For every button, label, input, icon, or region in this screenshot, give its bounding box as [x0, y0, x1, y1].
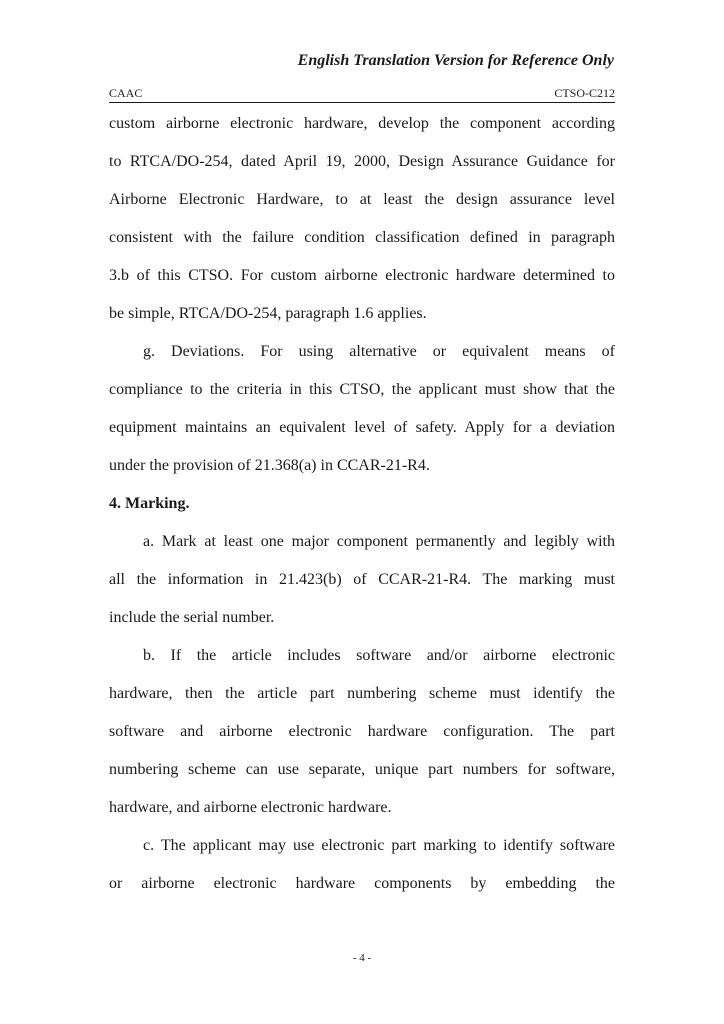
text-line: g. Deviations. For using alternative or equivalent means of [143, 343, 615, 360]
text-line: compliance to the criteria in this CTSO, the applicant must show that the [109, 381, 615, 398]
text-line: hardware, and airborne electronic hardware. [109, 799, 392, 816]
page-header [109, 86, 615, 103]
section-heading: 4. Marking. [109, 495, 190, 512]
text-line: include the serial number. [109, 609, 275, 626]
header-organization: CAAC [109, 86, 143, 100]
text-line: a. Mark at least one major component permanently and legibly with [143, 533, 615, 550]
text-line: consistent with the failure condition classification defined in paragraph [109, 229, 615, 246]
text-line: 3.b of this CTSO. For custom airborne electronic hardware determined to [109, 267, 615, 284]
text-line: equipment maintains an equivalent level of safety. Apply for a deviation [109, 419, 615, 436]
text-line: custom airborne electronic hardware, develop the component according [109, 115, 615, 132]
text-line: all the information in 21.423(b) of CCAR-21-R4. The marking must [109, 571, 615, 588]
text-line: be simple, RTCA/DO-254, paragraph 1.6 applies. [109, 305, 427, 322]
text-line: to RTCA/DO-254, dated April 19, 2000, Design Assurance Guidance for [109, 153, 615, 170]
body-text [109, 105, 615, 903]
text-line: Airborne Electronic Hardware, to at least the design assurance level [109, 191, 615, 208]
text-line: or airborne electronic hardware components by embedding the [109, 875, 615, 892]
text-line: numbering scheme can use separate, unique part numbers for software, [109, 761, 615, 778]
text-line: under the provision of 21.368(a) in CCAR-21-R4. [109, 457, 430, 474]
text-line: software and airborne electronic hardware configuration. The part [109, 723, 615, 740]
translation-banner: English Translation Version for Reference Only [297, 52, 614, 69]
text-line: b. If the article includes software and/or airborne electronic [143, 647, 615, 664]
header-document-id: CTSO-C212 [554, 86, 615, 100]
text-line: hardware, then the article part numbering scheme must identify the [109, 685, 615, 702]
page-number: - 4 - [352, 952, 372, 964]
text-line: c. The applicant may use electronic part marking to identify software [143, 837, 615, 854]
